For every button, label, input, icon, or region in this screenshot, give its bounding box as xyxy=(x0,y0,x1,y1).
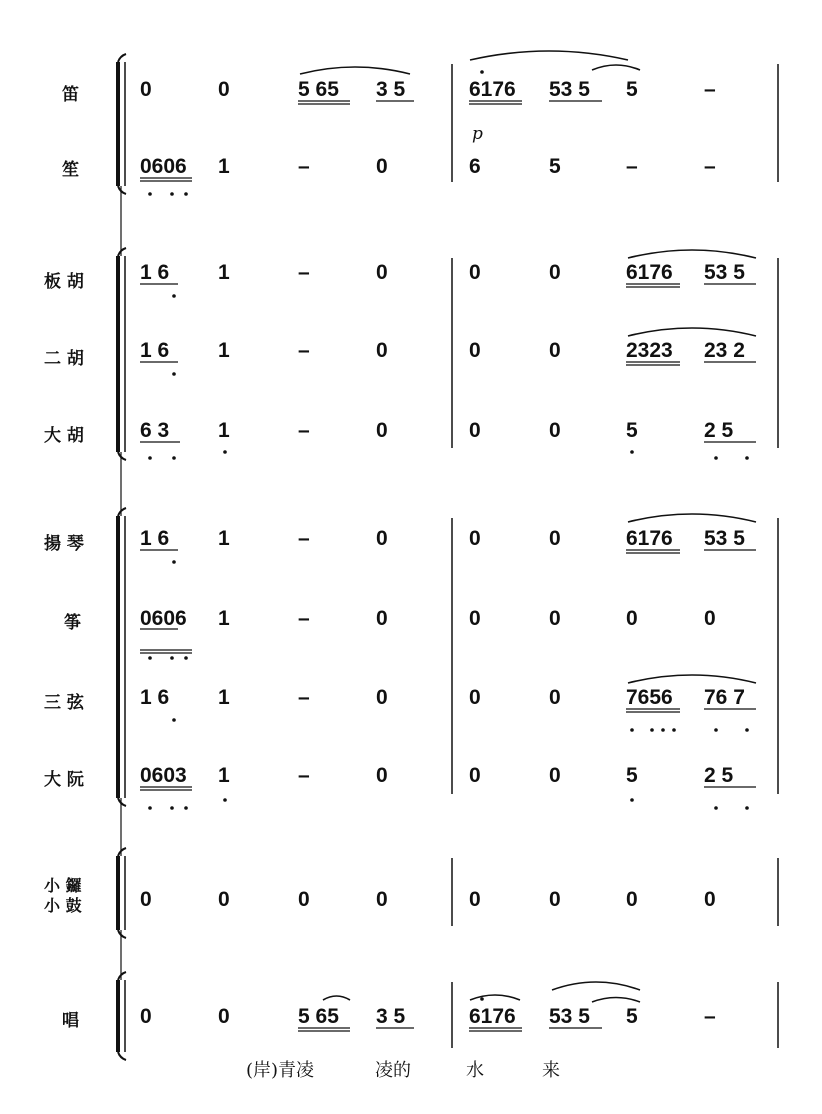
label-chang: 唱 xyxy=(62,1011,79,1031)
note-voice-0-2: 5 65 xyxy=(298,1005,339,1028)
octave-dot xyxy=(172,718,176,722)
label-dahu: 大 胡 xyxy=(44,426,84,446)
note-huqin-2-4: 0 xyxy=(469,419,481,442)
slur-banhu xyxy=(628,250,756,258)
bracket-hook-bottom xyxy=(118,1052,126,1060)
note-winds-0-3: 3 5 xyxy=(376,78,406,101)
label-sanxian: 三 弦 xyxy=(44,693,84,713)
octave-dot xyxy=(148,456,152,460)
note-plucked-1-6: 0 xyxy=(626,607,638,630)
note-voice-0-6: 5 xyxy=(626,1005,638,1028)
octave-dot xyxy=(714,456,718,460)
note-huqin-2-7: 2 5 xyxy=(704,419,734,442)
octave-dot xyxy=(184,806,188,810)
octave-dot xyxy=(148,192,152,196)
note-plucked-3-1: 1 xyxy=(218,764,230,787)
note-plucked-2-7: 76 7 xyxy=(704,686,745,709)
lyric-1: (岸)青凌 xyxy=(246,1060,315,1081)
label-xiaogu: 小 鼓 xyxy=(44,896,82,915)
note-percussion-0-5: 0 xyxy=(549,888,561,911)
octave-dot xyxy=(630,450,634,454)
note-plucked-1-2: – xyxy=(298,607,310,630)
octave-dot xyxy=(745,728,749,732)
bracket-hook-top xyxy=(118,848,126,856)
octave-dot xyxy=(223,798,227,802)
bracket-hook-bottom xyxy=(118,798,126,806)
lyric-4: 来 xyxy=(542,1060,560,1081)
note-winds-1-5: 5 xyxy=(549,155,561,178)
note-huqin-0-2: – xyxy=(298,261,310,284)
note-winds-1-6: – xyxy=(626,155,638,178)
note-huqin-0-4: 0 xyxy=(469,261,481,284)
note-winds-1-1: 1 xyxy=(218,155,230,178)
note-voice-0-4: 6176 xyxy=(469,1005,516,1028)
octave-dot xyxy=(170,192,174,196)
bracket-hook-top xyxy=(118,972,126,980)
note-plucked-3-5: 0 xyxy=(549,764,561,787)
octave-dot xyxy=(148,806,152,810)
note-huqin-1-3: 0 xyxy=(376,339,388,362)
note-plucked-2-4: 0 xyxy=(469,686,481,709)
note-plucked-1-4: 0 xyxy=(469,607,481,630)
note-plucked-2-3: 0 xyxy=(376,686,388,709)
note-winds-0-2: 5 65 xyxy=(298,78,339,101)
note-huqin-2-6: 5 xyxy=(626,419,638,442)
note-winds-1-2: – xyxy=(298,155,310,178)
note-percussion-0-6: 0 xyxy=(626,888,638,911)
octave-dot xyxy=(172,456,176,460)
octave-dot xyxy=(172,560,176,564)
octave-dot xyxy=(650,728,654,732)
note-huqin-1-5: 0 xyxy=(549,339,561,362)
note-huqin-0-3: 0 xyxy=(376,261,388,284)
note-percussion-0-7: 0 xyxy=(704,888,716,911)
note-plucked-0-1: 1 xyxy=(218,527,230,550)
note-winds-0-0: 0 xyxy=(140,78,152,101)
octave-dot xyxy=(170,806,174,810)
octave-dot xyxy=(745,456,749,460)
note-winds-0-5: 53 5 xyxy=(549,78,590,101)
octave-dot xyxy=(172,372,176,376)
note-huqin-0-1: 1 xyxy=(218,261,230,284)
label-erhu: 二 胡 xyxy=(44,349,84,369)
note-huqin-1-4: 0 xyxy=(469,339,481,362)
bracket-hook-top xyxy=(118,54,126,62)
note-winds-0-4: 6176 xyxy=(469,78,516,101)
octave-dot xyxy=(630,798,634,802)
bracket-hook-top xyxy=(118,508,126,516)
note-plucked-3-4: 0 xyxy=(469,764,481,787)
note-plucked-0-5: 0 xyxy=(549,527,561,550)
note-huqin-2-0: 6 3 xyxy=(140,419,170,442)
note-plucked-0-3: 0 xyxy=(376,527,388,550)
note-plucked-1-7: 0 xyxy=(704,607,716,630)
dynamic-marking: p xyxy=(472,124,483,144)
note-plucked-0-7: 53 5 xyxy=(704,527,745,550)
bracket-hook-bottom xyxy=(118,930,126,938)
octave-dot xyxy=(672,728,676,732)
bracket-hook-top xyxy=(118,248,126,256)
lyric-3: 水 xyxy=(466,1060,484,1081)
note-huqin-2-5: 0 xyxy=(549,419,561,442)
slur-chang-bar2 xyxy=(552,982,640,990)
octave-dot xyxy=(480,997,484,1001)
note-plucked-0-4: 0 xyxy=(469,527,481,550)
bracket-hook-bottom xyxy=(118,186,126,194)
note-plucked-1-3: 0 xyxy=(376,607,388,630)
note-percussion-0-1: 0 xyxy=(218,888,230,911)
slur-di-bar1 xyxy=(300,67,410,74)
slur-chang-6176 xyxy=(470,995,520,1000)
note-plucked-2-1: 1 xyxy=(218,686,230,709)
note-winds-1-7: – xyxy=(704,155,716,178)
note-plucked-3-0: 0603 xyxy=(140,764,187,787)
note-plucked-2-6: 7656 xyxy=(626,686,673,709)
octave-dot xyxy=(661,728,665,732)
note-plucked-3-3: 0 xyxy=(376,764,388,787)
bracket-hook-bottom xyxy=(118,452,126,460)
octave-dot xyxy=(184,656,188,660)
note-voice-0-7: – xyxy=(704,1005,716,1028)
note-voice-0-0: 0 xyxy=(140,1005,152,1028)
slur-chang-65 xyxy=(323,996,350,1000)
note-plucked-2-2: – xyxy=(298,686,310,709)
note-winds-1-4: 6 xyxy=(469,155,481,178)
note-huqin-0-5: 0 xyxy=(549,261,561,284)
note-percussion-0-2: 0 xyxy=(298,888,310,911)
octave-dot xyxy=(172,294,176,298)
note-percussion-0-0: 0 xyxy=(140,888,152,911)
note-winds-1-0: 0606 xyxy=(140,155,187,178)
note-plucked-3-2: – xyxy=(298,764,310,787)
note-huqin-1-6: 2323 xyxy=(626,339,673,362)
octave-dot xyxy=(714,728,718,732)
note-winds-0-1: 0 xyxy=(218,78,230,101)
note-plucked-1-5: 0 xyxy=(549,607,561,630)
note-plucked-3-6: 5 xyxy=(626,764,638,787)
note-plucked-1-0: 0606 xyxy=(140,607,187,630)
slur-yangqin xyxy=(628,514,756,522)
note-huqin-0-7: 53 5 xyxy=(704,261,745,284)
note-huqin-2-1: 1 xyxy=(218,419,230,442)
slur-di-tie xyxy=(592,65,640,70)
note-winds-0-6: 5 xyxy=(626,78,638,101)
octave-dot xyxy=(184,192,188,196)
note-winds-1-3: 0 xyxy=(376,155,388,178)
note-plucked-0-2: – xyxy=(298,527,310,550)
label-xiaoluo: 小 鑼 xyxy=(44,876,82,895)
note-huqin-1-0: 1 6 xyxy=(140,339,170,362)
octave-dot xyxy=(745,806,749,810)
note-huqin-1-7: 23 2 xyxy=(704,339,745,362)
note-huqin-1-2: – xyxy=(298,339,310,362)
note-percussion-0-3: 0 xyxy=(376,888,388,911)
note-plucked-1-1: 1 xyxy=(218,607,230,630)
octave-dot xyxy=(714,806,718,810)
slur-di-bar2 xyxy=(470,51,628,60)
octave-dot xyxy=(170,656,174,660)
octave-dot xyxy=(148,656,152,660)
note-voice-0-3: 3 5 xyxy=(376,1005,406,1028)
note-winds-0-7: – xyxy=(704,78,716,101)
label-daruan: 大 阮 xyxy=(44,770,84,790)
note-plucked-2-0: 1 6 xyxy=(140,686,170,709)
octave-dot xyxy=(630,728,634,732)
note-plucked-0-6: 6176 xyxy=(626,527,673,550)
note-plucked-2-5: 0 xyxy=(549,686,561,709)
note-huqin-1-1: 1 xyxy=(218,339,230,362)
slur-erhu xyxy=(628,328,756,336)
label-sheng: 笙 xyxy=(62,160,79,180)
slur-chang-tie xyxy=(592,998,640,1003)
label-di: 笛 xyxy=(62,85,79,105)
slur-sanxian xyxy=(628,675,756,683)
label-banhu: 板 胡 xyxy=(44,272,84,292)
note-huqin-0-6: 6176 xyxy=(626,261,673,284)
note-huqin-2-3: 0 xyxy=(376,419,388,442)
note-voice-0-5: 53 5 xyxy=(549,1005,590,1028)
octave-dot xyxy=(480,70,484,74)
note-huqin-0-0: 1 6 xyxy=(140,261,170,284)
note-huqin-2-2: – xyxy=(298,419,310,442)
label-zheng: 筝 xyxy=(64,613,81,633)
note-voice-0-1: 0 xyxy=(218,1005,230,1028)
note-plucked-3-7: 2 5 xyxy=(704,764,734,787)
label-yangqin: 揚 琴 xyxy=(44,534,84,554)
note-plucked-0-0: 1 6 xyxy=(140,527,170,550)
lyric-2: 凌的 xyxy=(375,1060,411,1081)
note-percussion-0-4: 0 xyxy=(469,888,481,911)
octave-dot xyxy=(223,450,227,454)
